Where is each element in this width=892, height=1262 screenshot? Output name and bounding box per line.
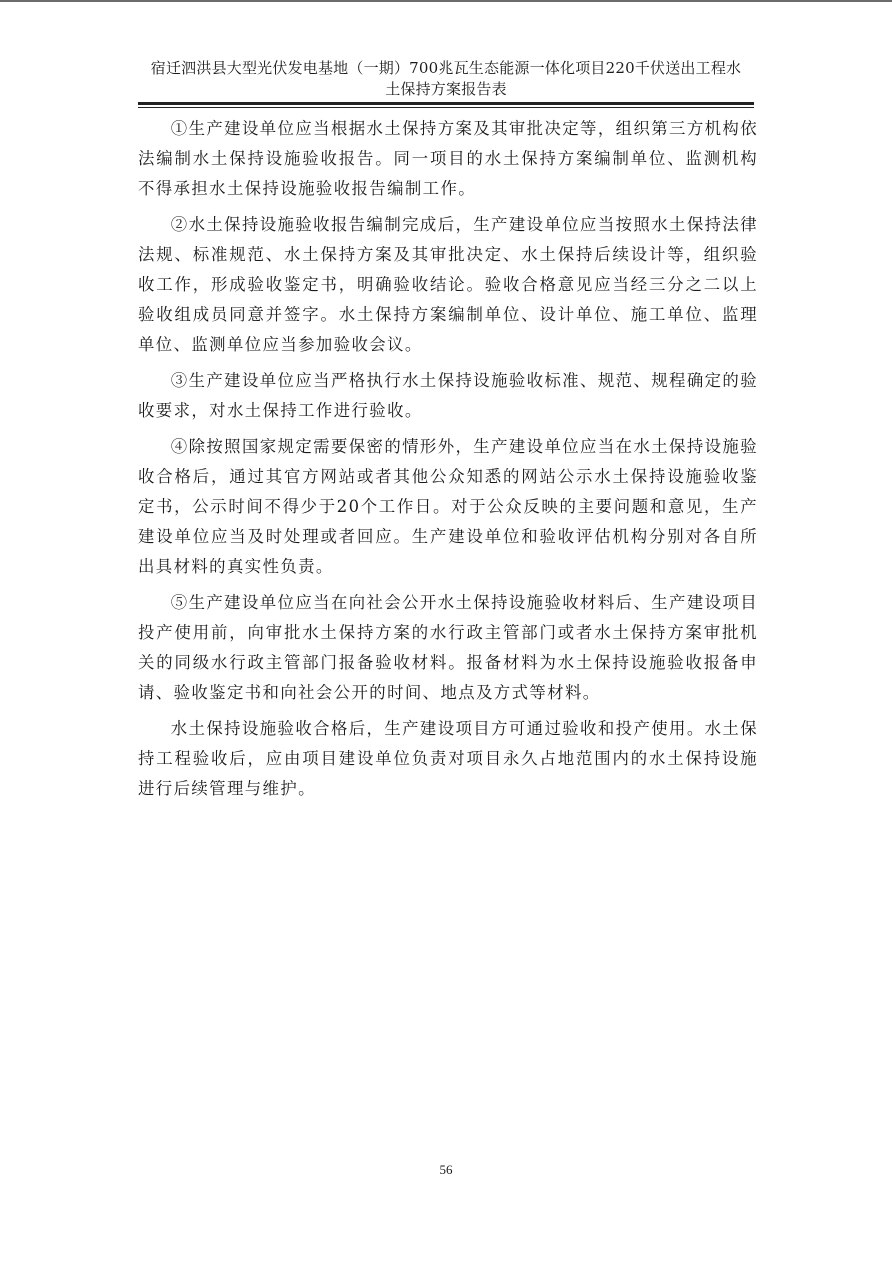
paragraph-item-5: ⑤生产建设单位应当在向社会公开水土保持设施验收材料后、生产建设项目投产使用前，向审批水土保持方案的水行政主管部门或者水土保持方案审批机关的同级水行政主管部门报备验收材料。报备材料为水土保持设施验收报备申请、验收鉴定书和向社会公开的时间、地点及方式等材料。 — [138, 593, 758, 702]
header-rule-thick — [138, 102, 754, 105]
page-number: 56 — [439, 1162, 453, 1177]
paragraph-conclusion: 水土保持设施验收合格后，生产建设项目方可通过验收和投产使用。水土保持工程验收后，应由项目建设单位负责对项目永久占地范围内的水土保持设施进行后续管理与维护。 — [138, 719, 758, 798]
header-title-line-1: 宿迁泗洪县大型光伏发电基地（一期）700兆瓦生态能源一体化项目220千伏送出工程水 — [150, 59, 742, 77]
paragraph-item-1: ①生产建设单位应当根据水土保持方案及其审批决定等，组织第三方机构依法编制水土保持设施验收报告。同一项目的水土保持方案编制单位、监测机构不得承担水土保持设施验收报告编制工作。 — [138, 119, 758, 198]
paragraph-item-2: ②水土保持设施验收报告编制完成后，生产建设单位应当按照水土保持法律法规、标准规范、水土保持方案及其审批决定、水土保持后续设计等，组织验收工作，形成验收鉴定书，明确验收结论。验收合格意见应当经三分之二以上验收组成员同意并签字。水土保持方案编制单位、设计单位、施工单位、监理单位、监测单位应当参加验收会议。 — [138, 215, 758, 354]
document-body — [138, 114, 758, 810]
page-top-border — [0, 0, 892, 2]
header-title-line-2: 土保持方案报告表 — [385, 80, 507, 98]
paragraph-item-3: ③生产建设单位应当严格执行水土保持设施验收标准、规范、规程确定的验收要求，对水土保持工作进行验收。 — [138, 371, 758, 420]
page-header — [138, 58, 754, 100]
header-rule-thin — [138, 107, 754, 108]
paragraph-item-4: ④除按照国家规定需要保密的情形外，生产建设单位应当在水土保持设施验收合格后，通过其官方网站或者其他公众知悉的网站公示水土保持设施验收鉴定书，公示时间不得少于20个工作日。对于公众反映的主要问题和意见，生产建设单位应当及时处理或者回应。生产建设单位和验收评估机构分别对各自所出具材料的真实性负责。 — [138, 437, 758, 576]
